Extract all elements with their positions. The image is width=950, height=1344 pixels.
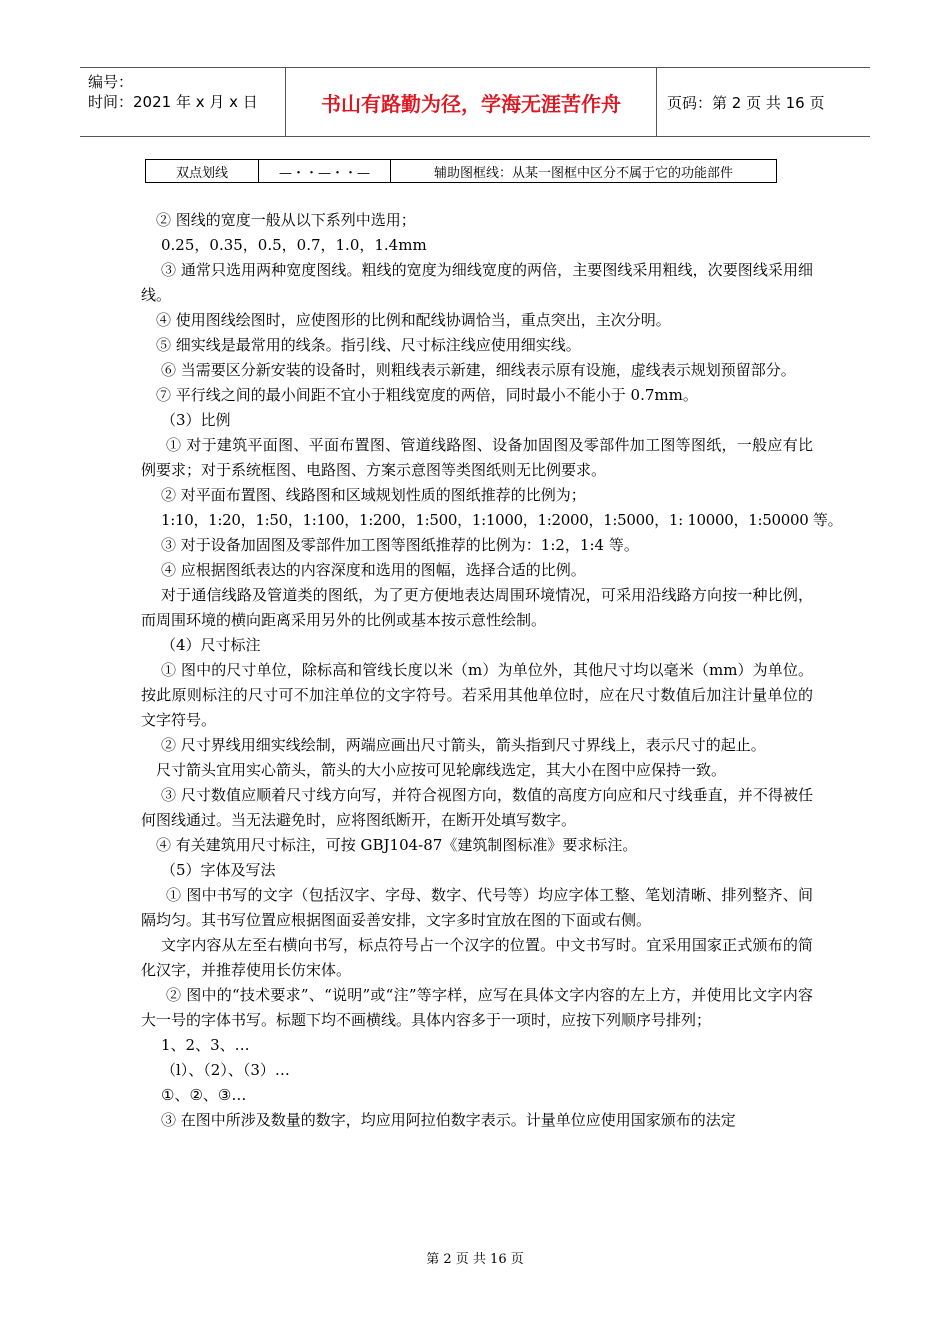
paragraph: 对于通信线路及管道类的图纸，为了更方便地表达周围环境情况，可采用沿线路方向按一种比例，而周围环境的横向距离采用另外的比例或基本按示意性绘制。 [141,586,813,629]
paragraph: ④ 使用图线绘图时，应使图形的比例和配线协调恰当，重点突出，主次分明。 [156,311,671,329]
list-item: （l）、（2）、（3）… [161,1061,290,1079]
line-type-table-row [145,159,777,183]
paragraph: ③ 通常只选用两种宽度图线。粗线的宽度为细线宽度的两倍，主要图线采用粗线，次要图线采用细线。 [141,261,813,304]
paragraph: 文字内容从左至右横向书写，标点符号占一个汉字的位置。中文书写时。宜采用国家正式颁布的简化汉字，并推荐使用长仿宋体。 [141,936,813,979]
paragraph: ③ 尺寸数值应顺着尺寸线方向写，并符合视图方向，数值的高度方向应和尺寸线垂直，并不得被任何图线通过。当无法避免时，应将图纸断开，在断开处填写数字。 [141,786,813,829]
section-heading: （5）字体及写法 [161,861,276,879]
list-item: ①、②、③… [161,1086,247,1104]
time-label: 时间：2021 年 x 月 x 日 [88,93,258,111]
paragraph: 尺寸箭头宜用实心箭头，箭头的大小应按可见轮廓线选定，其大小在图中应保持一致。 [156,761,727,779]
section-heading: （3）比例 [161,411,231,429]
paragraph: ② 图线的宽度一般从以下系列中选用； [156,211,416,229]
paragraph: 0.25，0.35，0.5，0.7，1.0，1.4mm [161,236,427,254]
paragraph: ⑤ 细实线是最常用的线条。指引线、尺寸标注线应使用细实线。 [156,336,581,354]
page-footer: 第 2 页 共 16 页 [426,1252,524,1267]
paragraph: ① 图中书写的文字（包括汉字、字母、数字、代号等）均应字体工整、笔划清晰、排列整齐、间隔均匀。其书写位置应根据图面妥善安排，文字多时宜放在图的下面或右侧。 [141,886,813,929]
paragraph: ③ 在图中所涉及数量的数字，均应用阿拉伯数字表示。计量单位应使用国家颁布的法定 [161,1111,736,1129]
header-motto: 书山有路勤为径，学海无涯苦作舟 [285,68,657,136]
header-page-info: 页码：第 2 页 共 16 页 [667,93,825,112]
paragraph: ④ 应根据图纸表达的内容深度和选用的图幅，选择合适的比例。 [161,561,586,579]
line-type-sample: —・・—・・— [259,160,391,182]
header-meta [80,68,285,136]
paragraph: ⑥ 当需要区分新安装的设备时，则粗线表示新建，细线表示原有设施，虚线表示规划预留部分。 [161,361,796,379]
paragraph: 1:10，1:20，1:50，1:100，1:200，1:500，1:1000，1:2000，1:5000，1: 10000，1:50000 等。 [161,511,843,529]
paragraph: ② 对平面布置图、线路图和区域规划性质的图纸推荐的比例为； [161,486,586,504]
paragraph: ④ 有关建筑用尺寸标注，可按 GBJ104-87《建筑制图标准》要求标注。 [156,836,638,854]
page-header [80,67,870,137]
paragraph: ③ 对于设备加固图及零部件加工图等图纸推荐的比例为：1:2，1:4 等。 [161,536,639,554]
line-type-usage: 辅助图框线：从某一图框中区分不属于它的功能部件 [433,165,733,181]
paragraph: ② 尺寸界线用细实线绘制，两端应画出尺寸箭头，箭头指到尺寸界线上，表示尺寸的起止。 [161,736,766,754]
section-heading: （4）尺寸标注 [161,636,261,654]
paragraph: ⑦ 平行线之间的最小间距不宜小于粗线宽度的两倍，同时最小不能小于 0.7mm。 [156,386,698,404]
list-item: 1、2、3、… [161,1036,250,1054]
document-body [141,208,843,1133]
paragraph: ① 对于建筑平面图、平面布置图、管道线路图、设备加固图及零部件加工图等图纸，一般应有比例要求；对于系统框图、电路图、方案示意图等类图纸则无比例要求。 [141,436,813,479]
paragraph: ② 图中的“技术要求”、“说明”或“注”等字样，应写在具体文字内容的左上方，并使用比文字内容大一号的字体书写。标题下均不画横线。具体内容多于一项时，应按下列顺序号排列； [141,986,813,1029]
line-type-name: 双点划线 [146,160,259,182]
number-label: 编号： [88,73,134,91]
paragraph: ① 图中的尺寸单位，除标高和管线长度以米（m）为单位外，其他尺寸均以毫米（mm）为单位。按此原则标注的尺寸可不加注单位的文字符号。若采用其他单位时，应在尺寸数值后加注计量单位的文字符号。 [141,661,813,729]
